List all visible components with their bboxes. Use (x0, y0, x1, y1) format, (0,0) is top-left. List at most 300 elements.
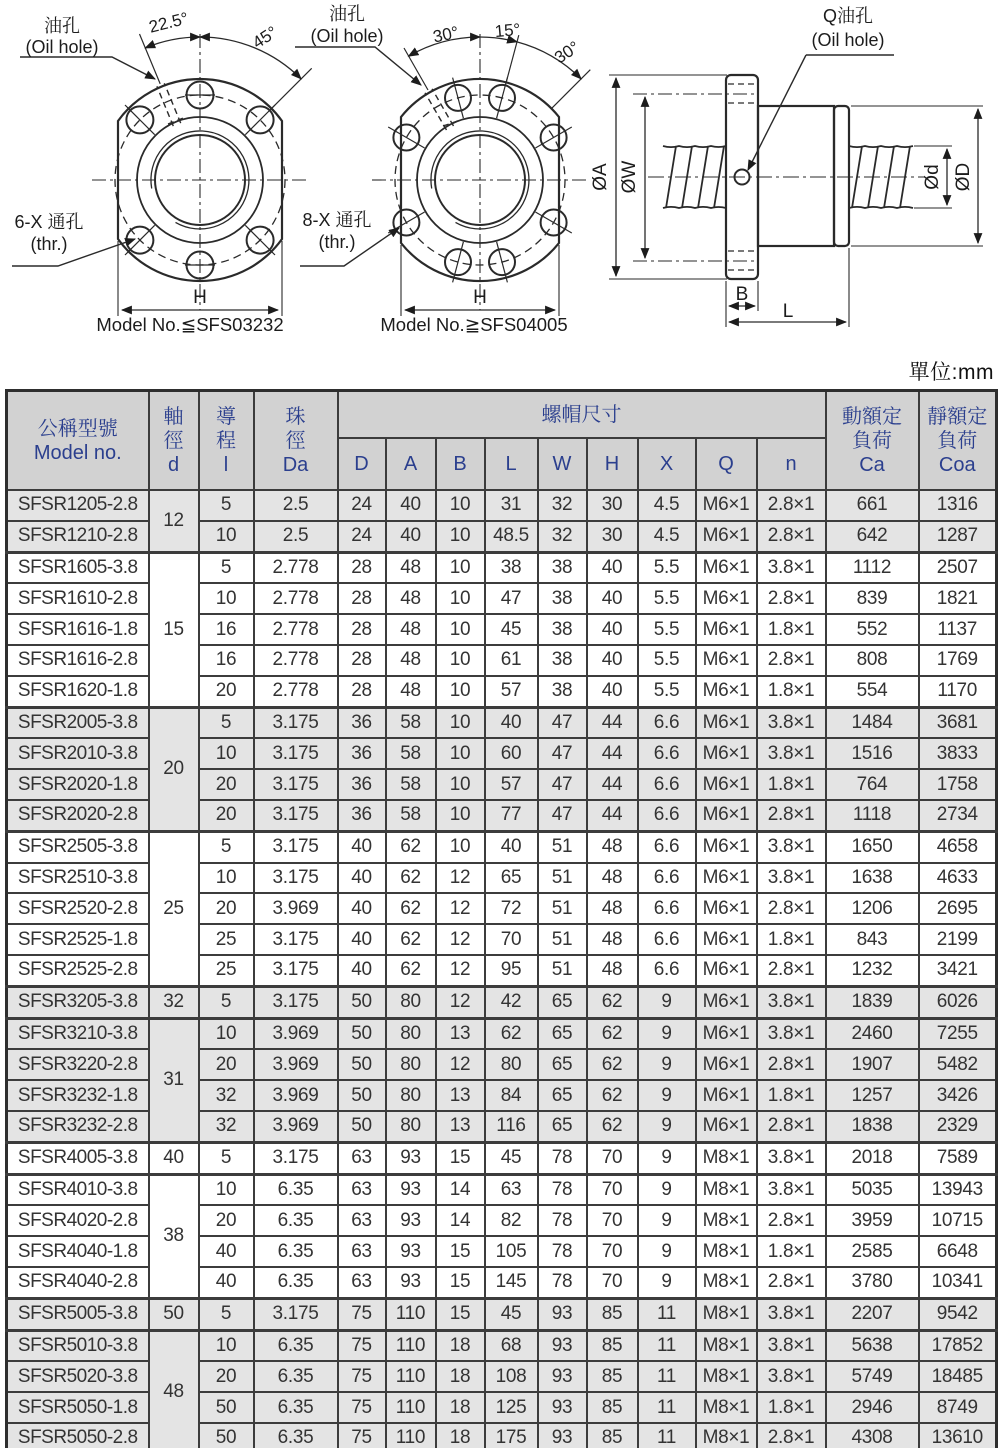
cell-B: 15 (436, 1142, 485, 1174)
cell-B: 12 (436, 863, 485, 894)
cell-Coa: 2734 (919, 800, 997, 831)
cell-Coa: 1316 (919, 490, 997, 521)
thru-holes-sub: (thr.) (318, 232, 356, 252)
cell-H: 85 (587, 1298, 638, 1330)
cell-ball-dia: 6.35 (254, 1267, 338, 1298)
cell-H: 44 (587, 738, 638, 769)
cell-lead: 40 (199, 1267, 254, 1298)
cell-L: 45 (485, 1142, 538, 1174)
header-lead: 導 程 l (199, 391, 254, 491)
cell-Ca: 552 (826, 614, 919, 645)
cell-B: 12 (436, 1049, 485, 1080)
cell-A: 110 (386, 1298, 436, 1330)
cell-shaft-diameter: 40 (149, 1142, 199, 1174)
cell-X: 9 (638, 986, 696, 1018)
cell-H: 44 (587, 707, 638, 738)
angle-22-5-label: 22.5° (147, 8, 191, 37)
cell-W: 65 (538, 986, 587, 1018)
spec-table-head (7, 391, 997, 491)
cell-A: 58 (386, 769, 436, 800)
cell-lead: 5 (199, 490, 254, 521)
cell-Ca: 1257 (826, 1080, 919, 1111)
cell-ball-dia: 2.778 (254, 552, 338, 583)
cell-X: 6.6 (638, 893, 696, 924)
cell-B: 10 (436, 614, 485, 645)
cell-L: 70 (485, 924, 538, 955)
cell-Ca: 642 (826, 521, 919, 552)
cell-B: 10 (436, 552, 485, 583)
cell-Coa: 7589 (919, 1142, 997, 1174)
dia-d-small-label: Ød (922, 164, 943, 190)
cell-Coa: 2329 (919, 1111, 997, 1142)
cell-shaft-diameter: 20 (149, 707, 199, 831)
cell-lead: 20 (199, 676, 254, 707)
dim-b-label: B (735, 284, 749, 305)
cell-model: SFSR1616-2.8 (7, 645, 149, 676)
cell-Coa: 1137 (919, 614, 997, 645)
dia-d-big-label: ØD (953, 162, 974, 192)
cell-H: 70 (587, 1205, 638, 1236)
cell-Q: M6×1 (696, 1049, 757, 1080)
cell-H: 85 (587, 1392, 638, 1423)
cell-B: 14 (436, 1174, 485, 1205)
cell-H: 30 (587, 521, 638, 552)
cell-W: 47 (538, 769, 587, 800)
cell-A: 80 (386, 1049, 436, 1080)
cell-L: 61 (485, 645, 538, 676)
cell-Q: M8×1 (696, 1174, 757, 1205)
cell-D: 50 (338, 1018, 386, 1049)
cell-ball-dia: 3.175 (254, 986, 338, 1018)
cell-D: 28 (338, 645, 386, 676)
cell-W: 51 (538, 924, 587, 955)
cell-Ca: 1484 (826, 707, 919, 738)
cell-lead: 20 (199, 1049, 254, 1080)
header-col-W: W (538, 438, 587, 490)
cell-A: 110 (386, 1423, 436, 1448)
cell-A: 58 (386, 707, 436, 738)
cell-X: 9 (638, 1080, 696, 1111)
cell-model: SFSR2005-3.8 (7, 707, 149, 738)
cell-Q: M6×1 (696, 614, 757, 645)
cell-n: 2.8×1 (757, 1049, 826, 1080)
cell-Ca: 1638 (826, 863, 919, 894)
cell-lead: 10 (199, 583, 254, 614)
cell-H: 70 (587, 1142, 638, 1174)
cell-L: 95 (485, 955, 538, 986)
table-row (7, 831, 997, 862)
cell-Coa: 3681 (919, 707, 997, 738)
header-col-X: X (638, 438, 696, 490)
cell-B: 13 (436, 1111, 485, 1142)
cell-ball-dia: 6.35 (254, 1423, 338, 1448)
cell-H: 62 (587, 986, 638, 1018)
cell-Q: M6×1 (696, 863, 757, 894)
cell-X: 4.5 (638, 521, 696, 552)
cell-X: 11 (638, 1361, 696, 1392)
cell-L: 40 (485, 831, 538, 862)
cell-X: 5.5 (638, 645, 696, 676)
cell-W: 51 (538, 831, 587, 862)
cell-Q: M8×1 (696, 1423, 757, 1448)
thru-holes-sub: (thr.) (30, 234, 68, 254)
cell-X: 9 (638, 1267, 696, 1298)
spec-table (5, 389, 998, 1448)
cell-shaft-diameter: 48 (149, 1330, 199, 1448)
cell-ball-dia: 3.175 (254, 955, 338, 986)
thru-holes-label: 6-X 通孔 (14, 212, 84, 232)
cell-X: 5.5 (638, 614, 696, 645)
cell-lead: 5 (199, 1142, 254, 1174)
cell-Coa: 4633 (919, 863, 997, 894)
drawing-caption: Model No.≦SFS03232 (96, 314, 284, 335)
cell-model: SFSR4010-3.8 (7, 1174, 149, 1205)
cell-Q: M6×1 (696, 986, 757, 1018)
cell-Q: M8×1 (696, 1205, 757, 1236)
table-row (7, 490, 997, 521)
cell-model: SFSR2505-3.8 (7, 831, 149, 862)
cell-D: 40 (338, 955, 386, 986)
cell-model: SFSR2020-1.8 (7, 769, 149, 800)
cell-X: 6.6 (638, 769, 696, 800)
cell-D: 50 (338, 986, 386, 1018)
cell-n: 3.8×1 (757, 1142, 826, 1174)
cell-ball-dia: 6.35 (254, 1174, 338, 1205)
cell-D: 24 (338, 490, 386, 521)
angle-15-label: 15° (493, 19, 522, 42)
table-row (7, 707, 997, 738)
cell-L: 60 (485, 738, 538, 769)
cell-Ca: 3959 (826, 1205, 919, 1236)
cell-n: 2.8×1 (757, 800, 826, 831)
cell-D: 75 (338, 1392, 386, 1423)
cell-D: 63 (338, 1205, 386, 1236)
header-dynamic-load: 動額定 負荷 Ca (826, 391, 919, 491)
cell-shaft-diameter: 50 (149, 1298, 199, 1330)
cell-Coa: 2507 (919, 552, 997, 583)
cell-Coa: 18485 (919, 1361, 997, 1392)
unit-label: 單位:mm (908, 361, 994, 384)
cell-n: 3.8×1 (757, 738, 826, 769)
cell-shaft-diameter: 31 (149, 1018, 199, 1142)
angle-30-left-label: 30° (431, 22, 461, 47)
cell-Coa: 6026 (919, 986, 997, 1018)
cell-n: 3.8×1 (757, 831, 826, 862)
cell-lead: 5 (199, 831, 254, 862)
cell-n: 3.8×1 (757, 863, 826, 894)
cell-ball-dia: 6.35 (254, 1236, 338, 1267)
cell-n: 2.8×1 (757, 521, 826, 552)
table-row (7, 552, 997, 583)
dim-h-label: H (193, 287, 207, 308)
cell-X: 11 (638, 1298, 696, 1330)
cell-L: 84 (485, 1080, 538, 1111)
cell-n: 1.8×1 (757, 614, 826, 645)
cell-H: 62 (587, 1018, 638, 1049)
cell-B: 12 (436, 924, 485, 955)
cell-Q: M6×1 (696, 1080, 757, 1111)
flange-8hole-drawing (295, 34, 590, 316)
cell-Coa: 3421 (919, 955, 997, 986)
dim-l-label: L (782, 301, 794, 322)
cell-X: 9 (638, 1049, 696, 1080)
cell-W: 47 (538, 738, 587, 769)
cell-D: 28 (338, 552, 386, 583)
cell-W: 78 (538, 1205, 587, 1236)
cell-model: SFSR4020-2.8 (7, 1205, 149, 1236)
cell-n: 2.8×1 (757, 1111, 826, 1142)
cell-n: 1.8×1 (757, 1080, 826, 1111)
cell-A: 93 (386, 1174, 436, 1205)
cell-D: 40 (338, 863, 386, 894)
cell-D: 50 (338, 1049, 386, 1080)
cell-H: 48 (587, 893, 638, 924)
cell-ball-dia: 3.175 (254, 1142, 338, 1174)
cell-Q: M6×1 (696, 552, 757, 583)
cell-H: 85 (587, 1423, 638, 1448)
cell-W: 51 (538, 893, 587, 924)
cell-A: 48 (386, 645, 436, 676)
cell-Q: M8×1 (696, 1142, 757, 1174)
cell-Q: M8×1 (696, 1392, 757, 1423)
cell-Coa: 1769 (919, 645, 997, 676)
cell-ball-dia: 3.969 (254, 1111, 338, 1142)
header-col-H: H (587, 438, 638, 490)
oil-hole-label: 油孔 (44, 16, 80, 36)
cell-Coa: 5482 (919, 1049, 997, 1080)
cell-ball-dia: 6.35 (254, 1361, 338, 1392)
cell-shaft-diameter: 25 (149, 831, 199, 986)
cell-Coa: 3833 (919, 738, 997, 769)
cell-H: 40 (587, 645, 638, 676)
dia-a-label: ØA (590, 163, 611, 191)
cell-D: 63 (338, 1174, 386, 1205)
cell-D: 36 (338, 769, 386, 800)
cell-n: 3.8×1 (757, 1174, 826, 1205)
cell-n: 2.8×1 (757, 1205, 826, 1236)
cell-Q: M6×1 (696, 1018, 757, 1049)
cell-Coa: 17852 (919, 1330, 997, 1361)
cell-lead: 16 (199, 614, 254, 645)
cell-B: 15 (436, 1267, 485, 1298)
cell-A: 80 (386, 1111, 436, 1142)
cell-ball-dia: 6.35 (254, 1205, 338, 1236)
cell-lead: 10 (199, 1018, 254, 1049)
cell-model: SFSR1610-2.8 (7, 583, 149, 614)
cell-W: 38 (538, 645, 587, 676)
cell-D: 40 (338, 924, 386, 955)
cell-H: 70 (587, 1267, 638, 1298)
q-oil-hole-label-en: (Oil hole) (811, 30, 885, 50)
cell-model: SFSR1210-2.8 (7, 521, 149, 552)
cell-W: 78 (538, 1174, 587, 1205)
cell-n: 1.8×1 (757, 676, 826, 707)
cell-Q: M6×1 (696, 707, 757, 738)
cell-B: 10 (436, 831, 485, 862)
cell-Ca: 3780 (826, 1267, 919, 1298)
cell-lead: 32 (199, 1080, 254, 1111)
cell-B: 14 (436, 1205, 485, 1236)
header-shaft-dia: 軸 徑 d (149, 391, 199, 491)
cell-B: 13 (436, 1018, 485, 1049)
cell-W: 78 (538, 1267, 587, 1298)
cell-ball-dia: 2.778 (254, 583, 338, 614)
cell-Ca: 2585 (826, 1236, 919, 1267)
cell-A: 80 (386, 986, 436, 1018)
cell-Coa: 1821 (919, 583, 997, 614)
cell-X: 4.5 (638, 490, 696, 521)
table-row (7, 1298, 997, 1330)
cell-X: 6.6 (638, 738, 696, 769)
cell-model: SFSR2525-1.8 (7, 924, 149, 955)
cell-model: SFSR2510-3.8 (7, 863, 149, 894)
cell-D: 75 (338, 1361, 386, 1392)
header-model: 公稱型號 Model no. (7, 391, 149, 491)
cell-Ca: 5749 (826, 1361, 919, 1392)
cell-W: 32 (538, 490, 587, 521)
cell-L: 105 (485, 1236, 538, 1267)
header-col-Q: Q (696, 438, 757, 490)
cell-model: SFSR1620-1.8 (7, 676, 149, 707)
cell-ball-dia: 2.778 (254, 676, 338, 707)
cell-lead: 10 (199, 1174, 254, 1205)
cell-lead: 25 (199, 955, 254, 986)
cell-L: 42 (485, 986, 538, 1018)
cell-Ca: 554 (826, 676, 919, 707)
cell-ball-dia: 3.969 (254, 1049, 338, 1080)
cell-lead: 20 (199, 1361, 254, 1392)
cell-B: 10 (436, 676, 485, 707)
cell-ball-dia: 3.175 (254, 924, 338, 955)
cell-Coa: 3426 (919, 1080, 997, 1111)
cell-L: 125 (485, 1392, 538, 1423)
oil-hole-label-en: (Oil hole) (25, 37, 99, 57)
cell-shaft-diameter: 32 (149, 986, 199, 1018)
cell-model: SFSR4040-2.8 (7, 1267, 149, 1298)
cell-X: 6.6 (638, 800, 696, 831)
cell-L: 63 (485, 1174, 538, 1205)
cell-L: 45 (485, 614, 538, 645)
header-col-B: B (436, 438, 485, 490)
angle-30-right-label: 30° (551, 37, 583, 68)
cell-L: 116 (485, 1111, 538, 1142)
cell-W: 78 (538, 1236, 587, 1267)
cell-D: 63 (338, 1267, 386, 1298)
cell-Coa: 1170 (919, 676, 997, 707)
cell-model: SFSR2520-2.8 (7, 893, 149, 924)
cell-W: 93 (538, 1361, 587, 1392)
cell-n: 3.8×1 (757, 552, 826, 583)
cell-Ca: 1650 (826, 831, 919, 862)
cell-shaft-diameter: 38 (149, 1174, 199, 1298)
cell-D: 28 (338, 583, 386, 614)
cell-model: SFSR1205-2.8 (7, 490, 149, 521)
cell-D: 36 (338, 738, 386, 769)
cell-W: 38 (538, 614, 587, 645)
cell-ball-dia: 3.969 (254, 1018, 338, 1049)
cell-ball-dia: 6.35 (254, 1392, 338, 1423)
cell-n: 2.8×1 (757, 893, 826, 924)
cell-A: 110 (386, 1330, 436, 1361)
cell-H: 62 (587, 1049, 638, 1080)
cell-Ca: 839 (826, 583, 919, 614)
cell-model: SFSR5050-1.8 (7, 1392, 149, 1423)
cell-lead: 50 (199, 1392, 254, 1423)
cell-Coa: 13943 (919, 1174, 997, 1205)
cell-D: 50 (338, 1080, 386, 1111)
cell-lead: 50 (199, 1423, 254, 1448)
cell-lead: 20 (199, 893, 254, 924)
cell-model: SFSR3232-1.8 (7, 1080, 149, 1111)
cell-Coa: 2199 (919, 924, 997, 955)
cell-A: 80 (386, 1080, 436, 1111)
cell-n: 3.8×1 (757, 1018, 826, 1049)
cell-Coa: 13610 (919, 1423, 997, 1448)
cell-D: 50 (338, 1111, 386, 1142)
cell-H: 70 (587, 1174, 638, 1205)
cell-model: SFSR5020-3.8 (7, 1361, 149, 1392)
cell-n: 1.8×1 (757, 1392, 826, 1423)
cell-shaft-diameter: 12 (149, 490, 199, 552)
cell-A: 62 (386, 863, 436, 894)
cell-W: 51 (538, 955, 587, 986)
cell-Ca: 5035 (826, 1174, 919, 1205)
cell-Q: M6×1 (696, 738, 757, 769)
cell-H: 48 (587, 831, 638, 862)
cell-model: SFSR5050-2.8 (7, 1423, 149, 1448)
cell-D: 40 (338, 831, 386, 862)
cell-model: SFSR2525-2.8 (7, 955, 149, 986)
cell-A: 40 (386, 521, 436, 552)
cell-Q: M6×1 (696, 769, 757, 800)
cell-H: 40 (587, 676, 638, 707)
cell-Coa: 4658 (919, 831, 997, 862)
cell-W: 78 (538, 1142, 587, 1174)
cell-W: 65 (538, 1080, 587, 1111)
cell-A: 93 (386, 1142, 436, 1174)
cell-n: 2.8×1 (757, 490, 826, 521)
cell-D: 36 (338, 800, 386, 831)
cell-W: 93 (538, 1423, 587, 1448)
cell-ball-dia: 3.175 (254, 800, 338, 831)
cell-X: 9 (638, 1111, 696, 1142)
cell-D: 28 (338, 614, 386, 645)
cell-L: 175 (485, 1423, 538, 1448)
cell-A: 40 (386, 490, 436, 521)
cell-X: 5.5 (638, 552, 696, 583)
cell-lead: 5 (199, 986, 254, 1018)
cell-lead: 16 (199, 645, 254, 676)
cell-Coa: 2695 (919, 893, 997, 924)
cell-ball-dia: 6.35 (254, 1330, 338, 1361)
cell-L: 57 (485, 676, 538, 707)
cell-D: 24 (338, 521, 386, 552)
flange-6hole-drawing (12, 34, 312, 316)
cell-X: 9 (638, 1174, 696, 1205)
cell-Q: M6×1 (696, 924, 757, 955)
oil-hole-label: 油孔 (329, 4, 365, 24)
cell-B: 18 (436, 1330, 485, 1361)
cell-Q: M6×1 (696, 645, 757, 676)
cell-Coa: 8749 (919, 1392, 997, 1423)
cell-Q: M8×1 (696, 1361, 757, 1392)
cell-n: 3.8×1 (757, 986, 826, 1018)
cell-n: 2.8×1 (757, 1267, 826, 1298)
cell-lead: 32 (199, 1111, 254, 1142)
cell-X: 9 (638, 1236, 696, 1267)
cell-B: 10 (436, 521, 485, 552)
cell-Q: M6×1 (696, 893, 757, 924)
